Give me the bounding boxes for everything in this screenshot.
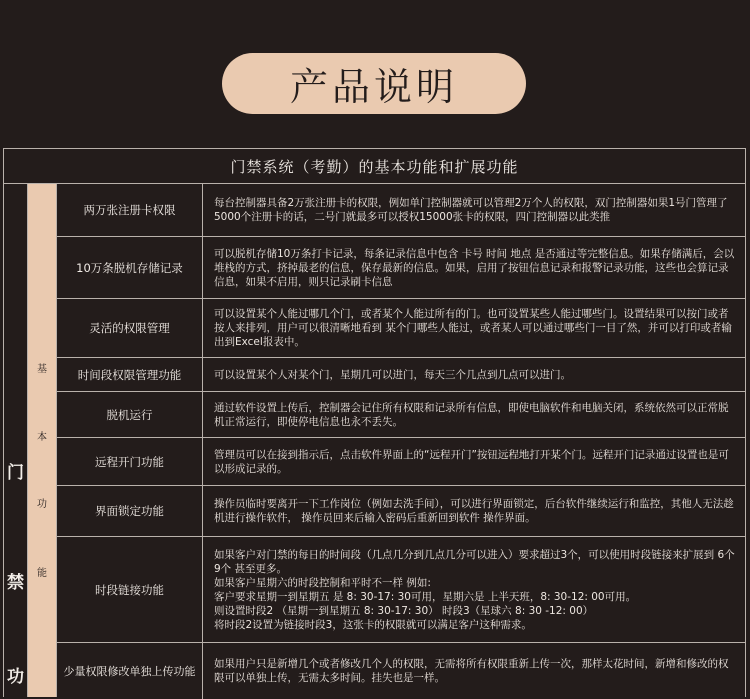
feature-description: 如果客户对门禁的每日的时间段（几点几分到几点几分可以进入）要求超过3个，可以使用时段链接来扩展到 6个 9个 甚至更多。 如果客户星期六的时段控制和平时不一样 例如: 客户要求星期一到星期五 是 8: 30-17: 30可用，星期六是 上半天班，8: 30-12: 00可用。 则设置时段2 （星期一到星期五 8: 30-17: 30） 时段3（星球六 8: 30 -12: 00） 将时段2设置为链接时段3，这张卡的权限就可以满足客户这种需求。 [214, 548, 735, 631]
table-row [57, 299, 745, 358]
category-label-inner [28, 184, 57, 697]
feature-name: 界面锁定功能 [57, 486, 203, 536]
table-row [57, 184, 745, 237]
feature-description: 通过软件设置上传后，控制器会记住所有权限和记录所有信息，即使电脑软件和电脑关闭，系统依然可以正常脱机正常运行，即使停电信息也永不丢失。 [214, 401, 729, 428]
page-title-text: 产品说明 [289, 65, 458, 109]
feature-description: 可以脱机存储10万条打卡记录，每条记录信息中包含 卡号 时间 地点 是否通过等完整信息。如果存储满后，会以堆栈的方式，挤掉最老的信息，保存最新的信息。如果，启用了按钮信息记录和报警记录功能，这些也会算记录信息，如果不启用，则只记录刷卡信息 [214, 247, 735, 288]
inner-label-char: 功 [37, 499, 47, 510]
table-row [57, 438, 745, 486]
category-label-outer [4, 184, 28, 697]
feature-name: 时间段权限管理功能 [57, 358, 203, 391]
table-row [57, 537, 745, 643]
outer-label-char: 门 [7, 463, 24, 483]
feature-description: 每台控制器具备2万张注册卡的权限，例如单门控制器就可以管理2万个人的权限，双门控制器如果1号门管理了5000个注册卡的话，二号门就最多可以授权15000张卡的权限，四门控制器以此类推 [214, 197, 728, 223]
outer-label-char: 功 [7, 667, 24, 687]
feature-name: 远程开门功能 [57, 438, 203, 485]
feature-name: 脱机运行 [57, 392, 203, 437]
table-row [57, 358, 745, 392]
inner-label-char: 能 [37, 568, 47, 579]
table-row [57, 237, 745, 299]
table-row [57, 392, 745, 438]
feature-name: 10万条脱机存储记录 [57, 237, 203, 298]
feature-description: 可以设置某个人对某个门，星期几可以进门，每天三个几点到几点可以进门。 [214, 368, 571, 381]
table-heading: 门禁系统（考勤）的基本功能和扩展功能 [4, 149, 745, 184]
feature-table [3, 148, 746, 697]
feature-description: 如果用户只是新增几个或者修改几个人的权限，无需将所有权限重新上传一次，那样太花时间，新增和修改的权限可以单独上传，无需太多时间。挂失也是一样。 [214, 658, 729, 684]
table-row [57, 486, 745, 537]
inner-label-char: 本 [37, 432, 47, 443]
page-title [222, 53, 526, 114]
feature-name: 时段链接功能 [57, 537, 203, 642]
feature-name: 两万张注册卡权限 [57, 184, 203, 236]
feature-description: 管理员可以在接到指示后，点击软件界面上的“远程开门”按钮远程地打开某个门。远程开门记录通过设置也是可以形成记录的。 [214, 448, 729, 475]
outer-label-char: 禁 [7, 573, 24, 593]
feature-name: 少量权限修改单独上传功能 [57, 643, 203, 699]
feature-description: 可以设置某个人能过哪几个门，或者某个人能过所有的门。也可设置某些人能过哪些门。设置结果可以按门或者按人来排列，用户可以很清晰地看到 某个门哪些人能过，或者某人可以通过哪些门一目了然，并可以打印或者输出到Excel报表中。 [214, 308, 732, 348]
feature-name: 灵活的权限管理 [57, 299, 203, 357]
feature-description: 操作员临时要离开一下工作岗位（例如去洗手间），可以进行界面锁定，后台软件继续运行和监控，其他人无法趁机进行操作软件， 操作员回来后输入密码后重新回到软件 操作界面。 [214, 498, 734, 524]
table-row [57, 643, 745, 699]
inner-label-char: 基 [37, 364, 47, 375]
